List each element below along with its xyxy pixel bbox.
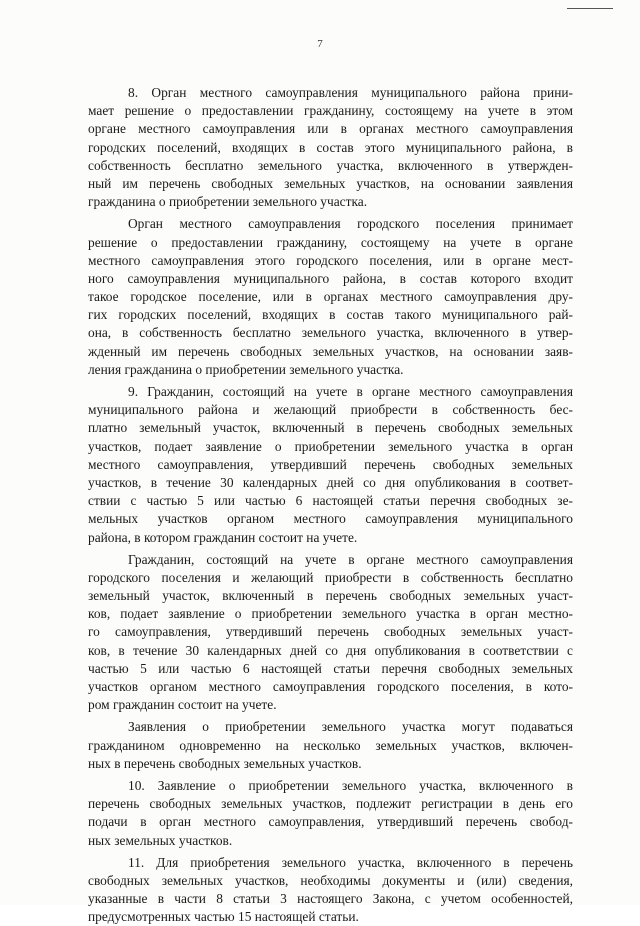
paragraph [88,84,573,211]
text-line: участков органом местного самоуправления городского поселения, в кото- [88,679,573,694]
text-line: такое городское поселение, или в органах местного самоуправления дру- [88,289,573,305]
text-line: гражданина о приобретении земельного участка. [88,194,368,210]
text-line: 9. Гражданин, состоящий на учете в органе местного самоуправления [128,384,573,399]
text-line: местного самоуправления этого городского поселения, или в органе мест- [88,252,573,268]
text-line: ных в перечень свободных земельных участков. [88,755,362,771]
text-line: ром гражданин состоит на учете. [88,697,277,713]
text-line: участков, в течение 30 календарных дней со дня опубликования в соответ- [88,474,573,490]
text-line: Гражданин, состоящий на учете в органе местного самоуправления [128,551,573,567]
paragraph [88,718,573,773]
text-line: муниципального района и желающий приобрести в собственность бес- [88,402,573,418]
text-line: 10. Заявление о приобретении земельного участка, включенного в [128,777,573,793]
text-line: ков, подает заявление о приобретении земельного участка в орган местно- [88,606,573,622]
text-line: Заявления о приобретении земельного участка могут подаваться [128,719,573,735]
text-line: жденный им перечень свободных земельных участков, на основании заяв- [88,343,573,359]
text-line: органе местного самоуправления или в органах местного самоуправления [88,121,573,137]
text-line: свободных земельных участков, необходимы документы и (или) сведения, [88,872,573,888]
page-number: 7 [317,38,323,50]
text-line: городского поселения и желающий приобрести в собственность бесплатно [88,569,573,585]
text-line: гражданином одновременно на несколько земельных участков, включен- [88,737,573,753]
text-line: указанные в части 8 статьи 3 настоящего Закона, с учетом особенностей, [88,891,573,907]
text-line: частью 5 или частью 6 настоящей статьи перечня свободных земельных [88,660,573,676]
text-line: 8. Орган местного самоуправления муниципального района прини- [128,85,573,100]
paragraph [88,854,573,926]
text-line: собственность бесплатно земельного участка, включенного в утвержден- [88,157,573,173]
paragraph [88,777,573,850]
text-line: ный им перечень свободных земельных участков, на основании заявления [88,175,573,191]
text-line: мельных участков органом местного самоуправления муниципального [88,511,573,527]
text-line: гих городских поселений, входящих в состав такого муниципального рай- [88,307,573,323]
text-line: участков, подает заявление о приобретении земельного участка в орган [88,438,573,454]
text-line: ного самоуправления муниципального района, в состав которого входит [88,270,573,286]
text-line: района, в котором гражданин состоит на учете. [88,529,358,545]
text-line: ков, в течение 30 календарных дней со дня опубликования в соответствии с [88,642,573,658]
text-line: подачи в орган местного самоуправления, утвердивший перечень свобод- [88,814,573,830]
text-line: ствии с частью 5 или частью 6 настоящей статьи перечня свободных зе- [88,493,573,509]
text-line: местного самоуправления, утвердивший перечень свободных земельных [88,456,573,472]
text-line: она, в собственность бесплатно земельного участка, включенного в утвер- [88,325,573,341]
text-line: Орган местного самоуправления городского поселения принимает [128,216,573,232]
text-line: решение о предоставлении гражданину, состоящему на учете в органе [88,234,573,250]
corner-mark [567,8,613,9]
text-line: платно земельный участок, включенный в перечень свободных земельных [88,420,573,436]
text-line: перечень свободных земельных участков, подлежит регистрации в день его [88,796,573,812]
text-line: предусмотренных частью 15 настоящей статьи. [88,909,359,925]
text-line: 11. Для приобретения земельного участка, включенного в перечень [128,854,573,870]
text-line: мает решение о предоставлении гражданину, состоящему на учете в этом [88,103,573,119]
text-line: ных земельных участков. [88,832,233,848]
text-line: го самоуправления, утвердивший перечень свободных земельных участ- [88,624,573,640]
text-line: городских поселений, входящих в состав этого муниципального района, в [88,139,573,155]
text-line: ления гражданина о приобретении земельного участка. [88,361,404,377]
paragraph [88,215,573,379]
paragraph [88,551,573,715]
paragraph [88,383,573,547]
body-text [88,84,573,926]
text-line: земельный участок, включенный в перечень свободных земельных участ- [88,588,573,604]
